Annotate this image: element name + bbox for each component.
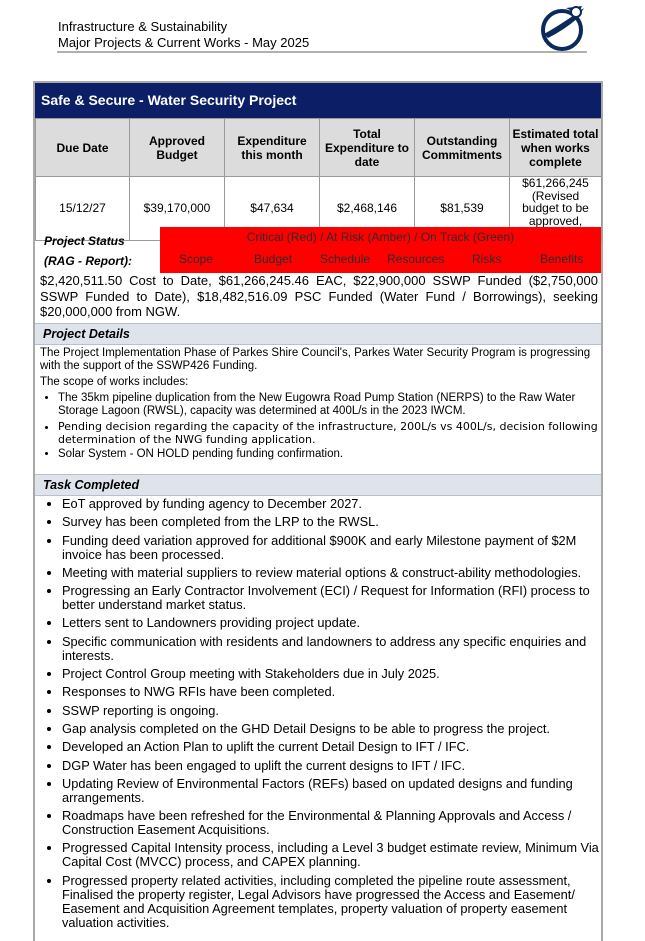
task-list [40,497,600,934]
col-estimated-total: Estimated total when works complete [510,119,602,177]
rag-resources: Resources [387,252,445,266]
rag-categories [160,252,601,270]
header-divider [57,51,587,53]
header-line-1: Infrastructure & Sustainability [58,19,228,34]
list-item: • The 35km pipeline duplication from the New Eugowra Road Pump Station (NERPS) to the Raw Water Storage Lagoon (RWSL), capacity was determined at 400L/s in the 2023 IWCM. [58,392,600,418]
expenditure-month-value: $47,634 [225,177,320,241]
list-item: • EoT approved by funding agency to December 2027. [62,497,600,511]
task-completed-heading: Task Completed [35,474,601,496]
list-item: • Responses to NWG RFIs have been completed. [62,685,600,699]
list-item: • Progressed property related activities, including completed the pipeline route assessment, Finalised the property register, Legal Advisors have progressed the Access and Easement/ Easement and Acquisition Agreement templates, property valuation of property easement valuation activities. [62,874,600,930]
list-item: • Meeting with material suppliers to review material options & construct-ability methodologies. [62,566,600,580]
estimate-note: (Revised budget to be approved, [522,188,589,228]
rag-label-line-2: (RAG - Report): [44,254,132,268]
list-item: • SSWP reporting is ongoing. [62,704,600,718]
details-scope-intro: The scope of works includes: [40,376,189,388]
col-due-date: Due Date [36,119,130,177]
rag-legend: Critical (Red) / At Risk (Amber) / On Track (Green) [246,230,515,244]
approved-budget-value: $39,170,000 [130,177,225,241]
col-approved-budget: Approved Budget [130,119,225,177]
list-item: • Updating Review of Environmental Factors (REFs) based on updated designs and funding arrangements. [62,777,600,805]
scope-list [40,392,600,461]
col-expenditure-month: Expenditure this month [225,119,320,177]
budget-table [35,118,602,241]
list-item: • Developed an Action Plan to uplift the current Detail Design to IFT / IFC. [62,740,600,754]
rag-label-line-1: Project Status [44,234,125,248]
col-total-expenditure: Total Expenditure to date [320,119,415,177]
page-header [58,19,309,51]
project-details [40,347,600,463]
list-item: • Gap analysis completed on the GHD Detail Designs to be able to progress the project. [62,722,600,736]
list-item: • Project Control Group meeting with Stakeholders due in July 2025. [62,667,600,681]
total-expenditure-value: $2,468,146 [320,177,415,241]
rag-label [35,227,160,273]
rag-status-box [160,227,601,273]
outstanding-value: $81,539 [415,177,510,241]
list-item: • Progressing an Early Contractor Involvement (ECI) / Request for Information (RFI) process to better understand market status. [62,584,600,612]
list-item: • Progressed Capital Intensity process, including a Level 3 budget estimate review, Minimum Via Capital Cost (MVCC) process, and CAPEX planning. [62,841,600,869]
project-details-heading: Project Details [35,323,601,345]
list-item: • DGP Water has been engaged to uplift the current designs to IFT / IFC. [62,759,600,773]
rag-scope: Scope [179,252,214,266]
council-logo-icon [538,4,590,52]
list-item: • Solar System - ON HOLD pending funding confirmation. [58,448,600,461]
project-title: Safe & Secure - Water Security Project [35,83,601,118]
list-item: • Roadmaps have been refreshed for the Environmental & Planning Approvals and Access / Construction Easement Acquisitions. [62,809,600,837]
estimate-amount: $61,266,245 [522,176,589,190]
list-item: • Letters sent to Landowners providing project update. [62,616,600,630]
financial-summary: $2,420,511.50 Cost to Date, $61,266,245.46 EAC, $22,900,000 SSWP Funded ($2,750,000 SSWP Funded to Date), $18,482,516.09 PSC Funded (Water Fund / Borrowings), seeking $20,000,000 from NGW. [40,273,598,319]
list-item: • Specific communication with residents and landowners to address any specific enquiries and interests. [62,635,600,663]
rag-budget: Budget [254,252,293,266]
list-item: • Survey has been completed from the LRP to the RWSL. [62,515,600,529]
col-outstanding: Outstanding Commitments [415,119,510,177]
due-date-value: 15/12/27 [36,177,130,241]
rag-benefits: Benefits [540,252,584,266]
header-line-2: Major Projects & Current Works - May 2025 [58,35,310,50]
table-header-row [36,119,602,177]
details-intro: The Project Implementation Phase of Parkes Shire Council's, Parkes Water Security Program is progressing with the support of the SSWP426 Funding. [40,347,591,372]
list-item: • Funding deed variation approved for additional $900K and early Milestone payment of $2M invoice has been processed. [62,534,600,562]
list-item: • Pending decision regarding the capacity of the infrastructure, 200L/s vs 400L/s, decision following determination of the NWG funding application. [58,420,600,446]
rag-risks: Risks [472,252,502,266]
rag-schedule: Schedule [320,252,371,266]
